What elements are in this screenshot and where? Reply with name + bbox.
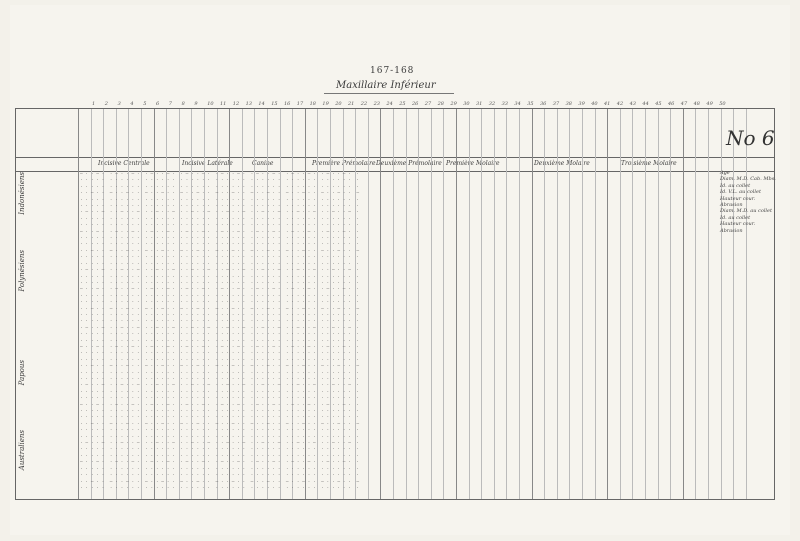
header-band xyxy=(16,109,774,158)
column-number: 29 xyxy=(450,101,457,107)
column-number: 15 xyxy=(271,101,278,107)
group-label: Première Prémolaire xyxy=(312,160,376,167)
section-label: Polynésiens xyxy=(18,250,26,292)
column-number: 12 xyxy=(232,101,240,107)
column-number: 22 xyxy=(360,101,368,107)
section-label: Indonésiens xyxy=(18,172,26,215)
section-label: Australiens xyxy=(18,430,26,471)
column-rule xyxy=(78,109,79,499)
column-number: 13 xyxy=(245,101,252,107)
group-label: Incisive Centrale xyxy=(98,160,150,167)
column-number: 42 xyxy=(616,101,624,107)
column-rule xyxy=(721,109,722,499)
sheet-number: No 6 xyxy=(726,126,775,150)
column-number: 31 xyxy=(476,101,483,107)
column-number: 28 xyxy=(437,101,444,107)
column-number: 40 xyxy=(591,101,598,107)
column-number: 16 xyxy=(284,101,291,107)
column-number: 32 xyxy=(488,101,496,107)
row-measure-notes: Age Diam. M.D. Cab. Mbs. Id. au collet Id. V.L. au collet Hauteur cour. Abrasion Diam. M.D. au collet Id. au collet Hauteur cour. Abrasion xyxy=(720,170,776,234)
column-number: 23 xyxy=(373,101,380,107)
column-number: 19 xyxy=(322,101,329,107)
column-number: 1 xyxy=(92,101,96,107)
column-number: 14 xyxy=(258,101,265,107)
column-number: 11 xyxy=(220,101,227,107)
column-number: 37 xyxy=(552,101,560,107)
group-label: Troisième Molaire xyxy=(621,160,677,167)
section-label: Papous xyxy=(18,360,26,386)
column-number: 41 xyxy=(604,101,611,107)
column-number: 17 xyxy=(296,101,304,107)
table-cell-values: — · · — · · — · · — · · — · · — · · — · · — · · — · · — · · — · · — · · — · · — · · — · · — · · · · · · · · · · · · · · · · · · · · · · · · · · · · · · · · · · · · · · · · · · · · · · · · · · · · · · · · · · · · · · · · · · · · · · · · · · · · · · · · · · · · · · · · · · · · · · · · · · · · — · · — · · — · · — · · — · · — · · — · · — · · — · · — · · — · · — · · — · · — · · — · · — · · · · · · · · · · · · · · · · · · · · · · · · · · · · · · · · · · · · · · · · · · · · · · · · · · · · · · · · · · · · · · · · · · · · · · · · · · · · · · · · · · · · · · · · · · · · · · · · · — · · — · · — · · — · · — · · — · · — · · — · · — · · — · · — · · — · · — · · — · · — · · — · · · · · · · · · · · · · · · · · · · · · · · · · · · · · · · · · · · · · · · · · · · · · · · · · · · · · · · · · · · · · · · · · · · · · · · · · · · · · · · · · · · · · · · · · · · · · · · · · — · · — · · — · · — · · — · · — · · — · · — · · — · · — · · — · · — · · — · · — · · — · · — · · · · · · · · · · · · · · · · · · · · · · · · · · · · · · · · · · · · · · · · · · · · · · · · · · · · · · · · · · · · · · · · · · · · · · · · · · · · · · · · · · · · · · · · · · · · · · · · · · · · — · · — · · — · · — · · — · · — · · — · · — · · — · · — · · — · · — · · — · · — · · — · · — · · · · · · · · · · · · · · · · · · · · · · · · · · · · · · · · · · · · · · · · · · · · · · · · · · · · · · · · · · · · · · · · · · · · · · · · · · · · · · · · · · · · · · · · · · · · · · · · · — · · — · · — · · — · · — · · — · · — · · — · · — · · — · · — · · — · · — · · — · · — · · — · · · · · · · · · · · · · · · · · · · · · · · · · · · · · · · · · · · · · · · · · · · · · · · · · · · · · · · · · · · · · · · · · · · · · · · · · · · · · · · · · · · · · · · · · · · · · · · · · — · · — · · — · · — · · — · · — · · — · · — · · — · · — · · — · · — · · — · · — · · — · · — · · · · · · · · · · · · · · · · · · · · · · · · · · · · · · · · · · · · · · · · · · · · · · · · · · · · · · · · · · · · · · · · · · · · · · · · · · · · · · · · · · · · · · · · · · · · · · · · · · · · — · · — · · — · · — · · — · · — · · — · · — · · — · · — · · — · · — · · — · · — · · — · · — · · · · · · · · · · · · · · · · · · · · · · · · · · · · · · · · · · · · · · · · · · · · · · · · · · · · · · · · · · · · · · · · · · · · · · · · · · · · · · · · · · · · · · · · · · · · · · · · · — · · — · · — · · — · · — · · — · · — · · — · · — · · — · · — · · — · · — · · — · · — · · — · · · · · · · · · · · · · · · · · · · · · · · · · · · · · · · · · · · · · · · · · · · · · · · · · · · · · · · · · · · · · · · · · · · · · · · · · · · · · · · · · · · · · · · · · · · · · · · · · — · · — · · — · · — · · — · · — · · — · · — · · — · · — · · — · · — · · — · · — · · — · · — · · · · · · · · · · · · · · · · · · · · · · · · · · · · · · · · · · · · · · · · · · · · · · · · · · · · · · · · · · · · · · · · · · · · · · · · · · · · · · · · · · · · · · · · · · · · · · · · · · · · — · · — · · — · · — · · — · · — · · — · · — · · — · · — · · — · · — · · — · · — · · — · · — · · · · · · · · · · · · · · · · · · · · · · · · · · · · · · · · · · · · · · · · · · · · · · · · · · · · · · · · · · · · · · · · · · · · · · · · · · · · · · · · · · · · · · · · · · · · · · · · · — · · — · · — · · — · · — · · — · · — · · — · · — · · — · · — · · — · · — · · — · · — · · — · · · · · · · · · · · · · · · · · · · · · · · · · · · · · · · · · · · · · · · · · · · · · · · · · · · · · · · · · · · · · · · · · · · · · · · · · · · · · · · · · · · · · · · · · · · · · · · · · — · · — · · — · · — · · — · · — · · — · · — · · — · · — · · — · · — · · — · · — · · — · · — · · · · · · · · · · · · · · · · · · · · · · · · · · · · · · · · · · · · · · · · · · · · · · · · · · · · · · · · · · · · · · · · · · · · · · · · · · · · · · · · · · · · · · · · · · · · · · · · · · · · — · · — · · — · · — · · — · · — · · — · · — · · — · · — · · — · · — · · — · · — · · — · · — · · · · · · · · · · · · · · · · · · · · · · · · · · · · · · · · · · · · · · · · · · · · · · · · · · · · · · · · · · · · · · · · · · · · · · · · · · · · · · · · · · · · · · · · · · · · · · · · · — · · — · · — · · — · · — · · — · · — · · — · · — · · — · · — · · — · · — · · — · · — · · — · · · · · · · · · · · · · · · · · · · · · · · · · · · · · · · · · · · · · · · · · · · · · · · · · · · · · · · · · · · · · · · · · · · · · · · · · · · · · · · · · · · · · · · · · · · · · · · · · — · · — · · — · · — · · — · · — · · — · · — · · — · · — · · — · · — · · — · · — · · — · · — · · · · · · · · · · · · · · · · · · · · · · · · · · · · · · · · · · · · · · · · · · · · · · · · · · · · · · · · · · · · · · · · · · · · · · · · · · · · · · · · · · · · · · · · · · · · · · · · · · · · — · · — · · — · · — · · — · · — · · — · · — · · — · · — · · — · · — · · — · · — · · — · · — · · · · · · · · · · · · · · · · · · · · · · · · · · · · · · · · · · · · · · · · · · · · · · · · xyxy=(80,172,360,491)
column-number: 4 xyxy=(130,101,134,107)
column-rule xyxy=(746,109,747,499)
column-number: 49 xyxy=(706,101,713,107)
column-number: 9 xyxy=(194,101,198,107)
group-label: Deuxième Prémolaire xyxy=(376,160,442,167)
column-number: 18 xyxy=(309,101,316,107)
column-number: 48 xyxy=(693,101,700,107)
column-number: 20 xyxy=(335,101,342,107)
column-number: 6 xyxy=(156,101,160,107)
title-underline xyxy=(324,93,454,94)
group-header-band xyxy=(16,157,774,172)
column-number: 7 xyxy=(168,101,172,107)
column-number: 35 xyxy=(527,101,534,107)
column-rule xyxy=(733,109,734,499)
column-number: 39 xyxy=(578,101,585,107)
column-number: 25 xyxy=(399,101,406,107)
column-number: 36 xyxy=(540,101,547,107)
column-rule xyxy=(708,109,709,499)
column-number: 47 xyxy=(680,101,688,107)
column-number: 43 xyxy=(629,101,636,107)
column-number: 30 xyxy=(463,101,470,107)
column-number: 46 xyxy=(668,101,675,107)
column-number: 34 xyxy=(514,101,521,107)
column-number: 44 xyxy=(642,101,649,107)
column-number: 21 xyxy=(348,101,355,107)
column-number: 3 xyxy=(117,101,121,107)
column-number: 8 xyxy=(181,101,185,107)
column-number: 26 xyxy=(412,101,419,107)
group-label: Première Molaire xyxy=(446,160,500,167)
column-number: 2 xyxy=(104,101,108,107)
column-number: 50 xyxy=(719,101,726,107)
page-number: 167-168 xyxy=(370,66,415,76)
column-number: 45 xyxy=(655,101,662,107)
column-number: 24 xyxy=(386,101,393,107)
column-number: 27 xyxy=(424,101,432,107)
page-title: Maxillaire Inférieur xyxy=(336,80,436,91)
column-number: 33 xyxy=(501,101,508,107)
group-label: Incisive Latérale xyxy=(182,160,233,167)
column-number: 5 xyxy=(143,101,147,107)
column-number: 10 xyxy=(207,101,214,107)
group-label: Canine xyxy=(252,160,274,167)
group-label: Deuxième Molaire xyxy=(534,160,590,167)
column-number: 38 xyxy=(565,101,572,107)
